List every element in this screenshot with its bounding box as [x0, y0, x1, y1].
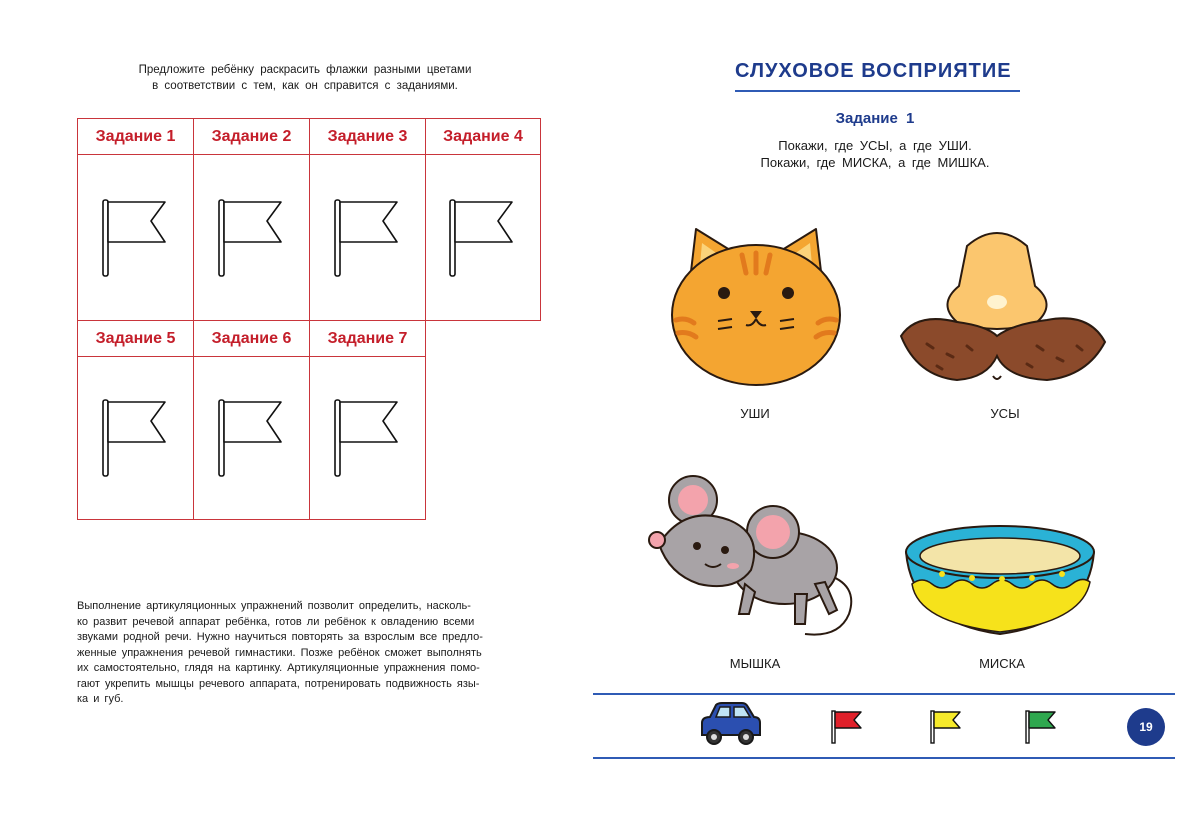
articulation-text	[77, 599, 539, 708]
green-flag-icon	[1025, 710, 1057, 744]
bowl-icon	[902, 522, 1098, 638]
task-header: Задание 3	[309, 118, 426, 155]
caption-mustache: УСЫ	[990, 406, 1020, 421]
body-line: звуками родной речи. Нужно научиться повторять за взрослым все предло-	[77, 631, 483, 643]
flag-cell[interactable]	[309, 356, 426, 520]
mustache-icon	[897, 226, 1109, 388]
body-line: женные упражнения речевой гимнастики. Позже ребёнок сможет выполнять	[77, 646, 482, 659]
intro-line: в соответствии с тем, как он справится с заданиями.	[152, 80, 458, 92]
flag-outline-icon	[448, 198, 518, 278]
task-header: Задание 5	[77, 320, 194, 357]
flag-outline-icon	[333, 198, 403, 278]
body-line: гают укрепить мышцы речевого аппарата, потренировать подвижность язы-	[77, 677, 480, 690]
caption-bowl: МИСКА	[979, 656, 1025, 671]
intro-line: Предложите ребёнку раскрасить флажки разными цветами	[138, 64, 472, 76]
flag-cell[interactable]	[425, 154, 541, 321]
body-line: ка и губ.	[77, 693, 124, 705]
flag-cell[interactable]	[193, 154, 310, 321]
task-title: Задание 1	[835, 110, 915, 127]
task-header: Задание 6	[193, 320, 310, 357]
body-line: ко развит речевой аппарат ребёнка, готов ли ребёнок к овладению всеми	[77, 615, 475, 628]
body-line: их самостоятельно, глядя на картинку. Артикуляционные упражнения помо-	[77, 662, 480, 674]
body-line: Выполнение артикуляционных упражнений позволит определить, насколь-	[77, 600, 471, 612]
strip-top-line	[593, 693, 1175, 695]
flag-cell[interactable]	[309, 154, 426, 321]
intro-text	[90, 62, 520, 94]
yellow-flag-icon	[930, 710, 962, 744]
caption-cat: УШИ	[740, 406, 770, 421]
cat-face-icon	[668, 225, 844, 387]
flag-cell[interactable]	[77, 154, 194, 321]
instruction-line: Покажи, где МИСКА, а где МИШКА.	[760, 155, 990, 170]
strip-bottom-line	[593, 757, 1175, 759]
instruction-line: Покажи, где УСЫ, а где УШИ.	[778, 138, 972, 153]
flag-cell[interactable]	[77, 356, 194, 520]
red-flag-icon	[831, 710, 863, 744]
page-title: СЛУХОВОЕ ВОСПРИЯТИЕ	[735, 60, 1012, 82]
task-instructions	[700, 137, 1050, 171]
task-header: Задание 2	[193, 118, 310, 155]
flag-cell[interactable]	[193, 356, 310, 520]
flag-outline-icon	[333, 398, 403, 478]
task-header: Задание 1	[77, 118, 194, 155]
task-header: Задание 4	[425, 118, 541, 155]
page-number: 19	[1127, 708, 1165, 746]
flag-outline-icon	[101, 198, 171, 278]
flag-outline-icon	[217, 198, 287, 278]
car-icon	[698, 701, 764, 747]
caption-mouse: МЫШКА	[729, 656, 781, 671]
flag-outline-icon	[101, 398, 171, 478]
mouse-icon	[645, 474, 865, 644]
flag-outline-icon	[217, 398, 287, 478]
task-header: Задание 7	[309, 320, 426, 357]
title-underline	[735, 90, 1020, 92]
